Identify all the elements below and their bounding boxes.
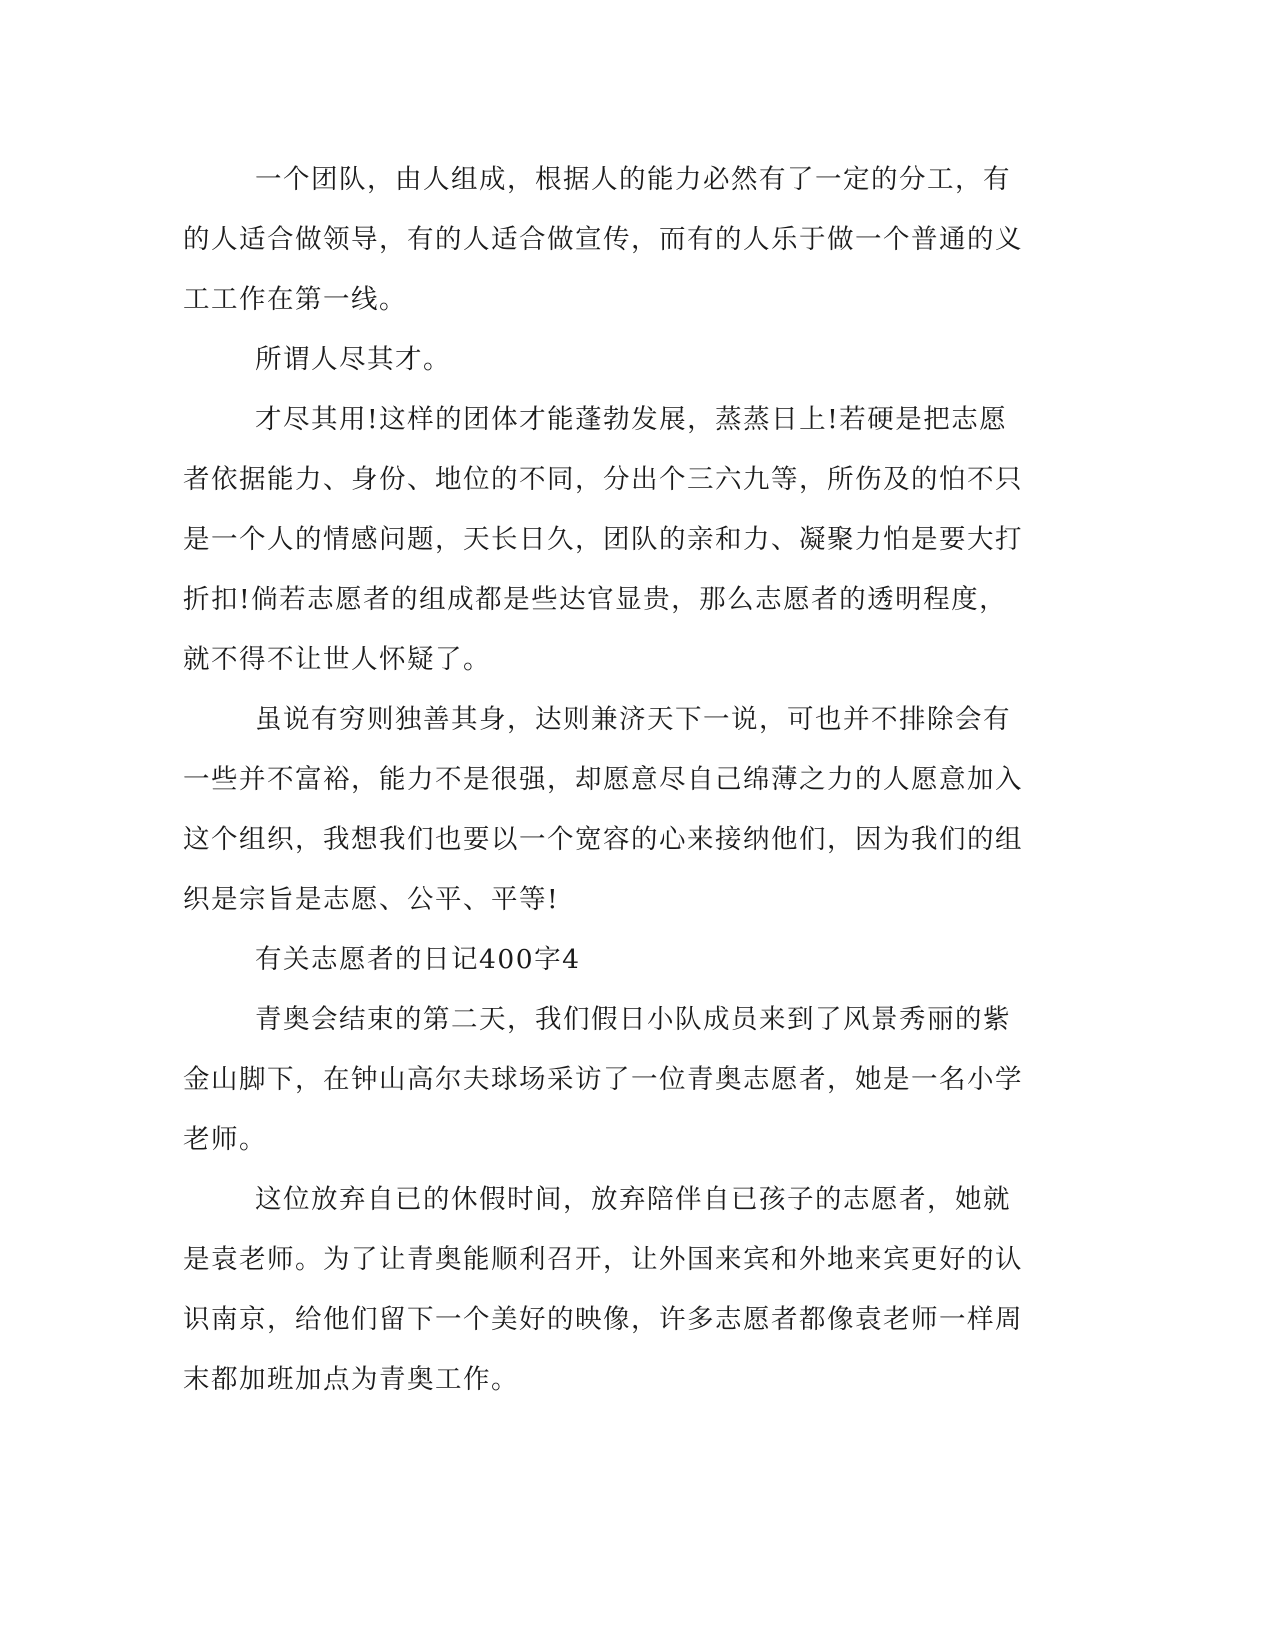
paragraph-development: 才尽其用!这样的团体才能蓬勃发展，蒸蒸日上!若硬是把志愿者依据能力、身份、地位的不同，分出个三六九等，所伤及的怕不只是一个人的情感问题，天长日久，团队的亲和力、凝聚力怕是要大打折扣!倘若志愿者的组成都是些达官显贵，那么志愿者的透明程度，就不得不让世人怀疑了。 — [183, 404, 1023, 675]
section-heading: 有关志愿者的日记400字4 — [255, 944, 581, 975]
document-body — [183, 150, 1033, 1410]
paragraph-team-division: 一个团队，由人组成，根据人的能力必然有了一定的分工，有的人适合做领导，有的人适合做宣传，而有的人乐于做一个普通的义工工作在第一线。 — [183, 164, 1023, 315]
paragraph-teacher-yuan: 这位放弃自已的休假时间，放弃陪伴自已孩子的志愿者，她就是袁老师。为了让青奥能顺利召开，让外国来宾和外地来宾更好的认识南京，给他们留下一个美好的映像，许多志愿者都像袁老师一样周末都加班加点为青奥工作。 — [183, 1184, 1023, 1395]
paragraph-interview: 青奥会结束的第二天，我们假日小队成员来到了风景秀丽的紫金山脚下，在钟山高尔夫球场采访了一位青奥志愿者，她是一名小学老师。 — [183, 1004, 1023, 1155]
paragraph-inclusion: 虽说有穷则独善其身，达则兼济天下一说，可也并不排除会有一些并不富裕，能力不是很强，却愿意尽自己绵薄之力的人愿意加入这个组织，我想我们也要以一个宽容的心来接纳他们，因为我们的组织是宗旨是志愿、公平、平等! — [183, 704, 1023, 915]
paragraph-talent: 所谓人尽其才。 — [255, 344, 451, 375]
